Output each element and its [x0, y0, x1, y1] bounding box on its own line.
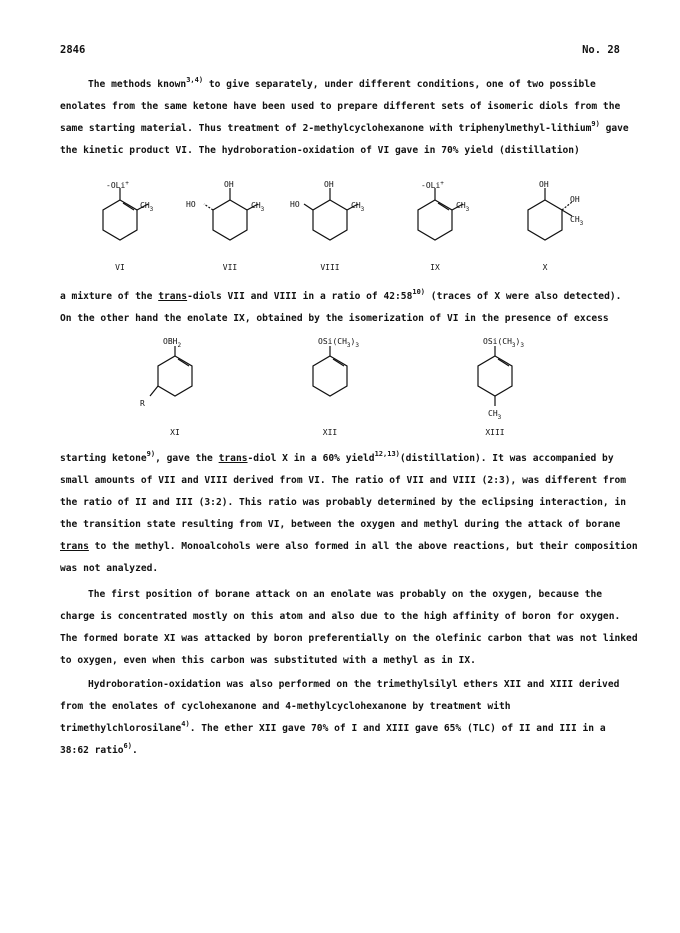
struct-group: $CH_3$	[251, 201, 265, 213]
compound-label: XII	[322, 428, 338, 437]
paragraph-5: Hydroboration-oxidation was also performed on the trimethylsilyl ethers XII and XIII derived from the enolates of cyclohexanone and 4-methylcyclohexanone by treatment with trimethylchlorosilane$^{4)}$. The ether XII gave 70% of I and XIII gave 65% (TLC) of II and III in a 38:62 ratio$^{6)}$.	[60, 679, 620, 756]
journal-number: No. 28	[582, 44, 620, 56]
struct-group: $OSi(CH_3)_3$	[318, 338, 359, 349]
struct-group: R	[140, 399, 145, 408]
struct-group: OH	[324, 180, 334, 189]
struct-group: $CH_3$	[140, 201, 154, 213]
struct-group: $CH_3$	[488, 409, 502, 421]
struct-group: HO	[290, 200, 300, 209]
compound-label: XI	[170, 428, 180, 437]
compound-label: XIII	[485, 428, 505, 437]
compound-label: X	[542, 263, 548, 272]
struct-group: $OSi(CH_3)_3$	[483, 338, 524, 349]
struct-group: -OLi+	[106, 180, 129, 190]
structures-row-1	[0, 180, 680, 300]
compound-label: VIII	[320, 263, 340, 272]
paragraph-2: a mixture of the trans-diols VII and VIII in a ratio of 42:58$^{10)}$ (traces of X were also detected). On the other hand the enolate IX, obtained by the isomerization of VI in the presence of excess	[60, 288, 622, 324]
reference: 9)	[591, 120, 600, 128]
compound-label: VI	[115, 263, 125, 272]
paragraph-3: starting ketone$^{9)}$, gave the trans-diol X in a 60% yield$^{12,13)}$(distillation). It was accompanied by small amounts of VII and VIII derived from VI. The ratio of VII and VIII (2:3), was different from the ratio of II and III (3:2). This ratio was probably determined by the eclipsing interaction, in the transition state resulting from VI, between the oxygen and methyl during the attack of borane trans to the methyl. Monoalcohols were also formed in all the above reactions, but their composition was not analyzed.	[60, 450, 638, 574]
struct-group: OH	[539, 180, 549, 189]
paragraph-1: The methods known$^{3,4)}$ to give separately, under different conditions, one of two possible enolates from the same ketone have been used to prepare different sets of isomeric diols from the same starting material. Thus treatment of 2-methylcyclohexanone with triphenylmethyl-lithium$^{9)}$ gave the kinetic product VI. The hydroboration-oxidation of VI gave in 70% yield (distillation)	[60, 76, 629, 156]
compound-label: IX	[430, 263, 440, 272]
page-number: 2846	[60, 44, 86, 56]
reference: 3,4)	[186, 76, 204, 84]
struct-group: OH	[570, 195, 580, 204]
struct-group: -OLi+	[421, 180, 444, 190]
paragraph-4: The first position of borane attack on an enolate was probably on the oxygen, because the charge is concentrated mostly on this atom and also due to the high affinity of boron for oxygen. The formed borate XI was attacked by boron preferentially on the olefinic carbon that was not linked to oxygen, even when this carbon was substituted with a methyl as in IX.	[60, 589, 638, 666]
reference: 9)	[146, 450, 156, 458]
reference: 6)	[123, 742, 132, 750]
struct-group: $OBH_2$	[163, 338, 182, 349]
struct-group: $CH_3$	[351, 201, 365, 213]
struct-group: HO	[186, 200, 196, 209]
reference: 10)	[412, 288, 426, 296]
struct-group: $CH_3$	[456, 201, 470, 213]
struct-group: $CH_3$	[570, 215, 584, 227]
structures-row-2	[0, 338, 680, 448]
compound-label: VII	[222, 263, 238, 272]
reference: 4)	[181, 720, 190, 728]
reference: 12,13)	[374, 450, 400, 458]
struct-group: OH	[224, 180, 234, 189]
